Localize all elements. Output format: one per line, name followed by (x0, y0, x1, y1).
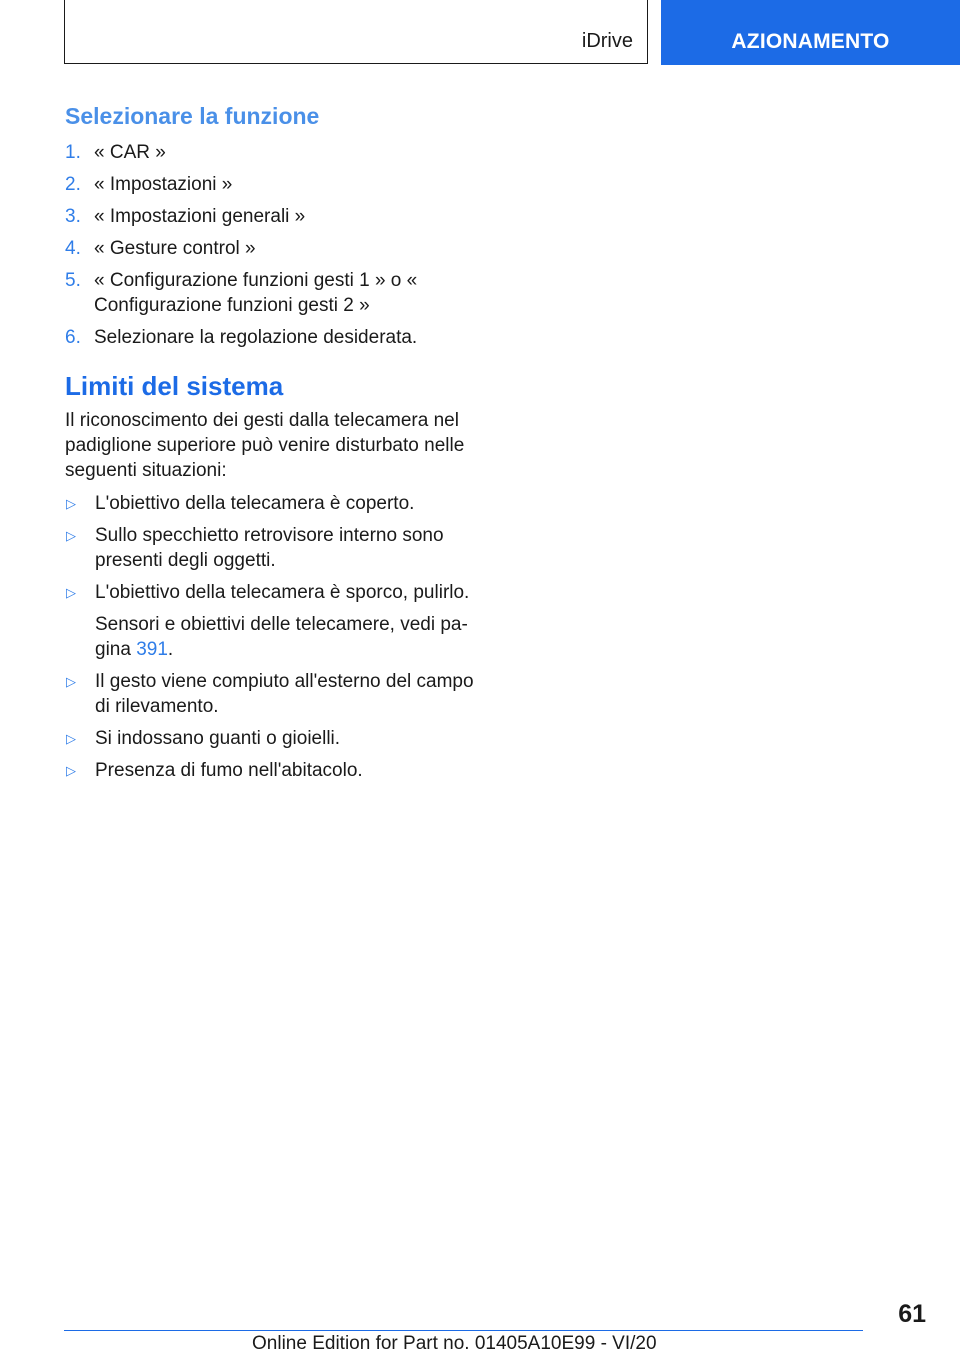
cross-reference-note (95, 612, 485, 662)
step-text: Selezionare la regolazione desiderata. (94, 327, 418, 348)
step-text: « Configurazione funzioni gesti 1 » o « Configurazione funzioni gesti 2 » (94, 270, 418, 316)
triangle-right-icon: ▷ (66, 674, 76, 689)
step-number: 4. (65, 238, 81, 259)
step-number: 6. (65, 327, 81, 348)
footer-divider (64, 1330, 863, 1331)
triangle-right-icon: ▷ (66, 763, 76, 778)
header-chapter-tab[interactable]: AZIONAMENTO (661, 0, 960, 65)
list-item (65, 669, 485, 719)
step-item (65, 325, 485, 350)
list-item (65, 758, 485, 783)
cross-reference-text: Sensori e obiettivi delle telecamere, vedi pagina (95, 614, 468, 660)
system-limits-heading: Limiti del sistema (65, 371, 284, 401)
page-number: 61 (898, 1300, 926, 1328)
list-item (65, 523, 485, 573)
list-item (65, 491, 485, 516)
limits-list (65, 491, 485, 783)
list-item-text: Presenza di fumo nell'abitacolo. (95, 760, 363, 781)
list-item-text: Il gesto viene compiuto all'esterno del campo di rilevamento. (95, 671, 474, 717)
list-item-body (95, 580, 485, 662)
list-item (65, 580, 485, 662)
list-item-text: L'obiettivo della telecamera è coperto. (95, 493, 415, 514)
step-text: « Gesture control » (94, 238, 256, 259)
list-item (65, 726, 485, 751)
page-reference-link[interactable]: 391 (136, 639, 168, 660)
triangle-right-icon: ▷ (66, 528, 76, 543)
triangle-right-icon: ▷ (66, 585, 76, 600)
triangle-right-icon: ▷ (66, 496, 76, 511)
step-text: « Impostazioni generali » (94, 206, 306, 227)
step-number: 1. (65, 142, 81, 163)
step-number: 5. (65, 270, 81, 291)
edition-text: Online Edition for Part no. 01405A10E99 - VI/20 (252, 1333, 657, 1354)
step-number: 3. (65, 206, 81, 227)
page-content (65, 100, 485, 790)
header-section-title: iDrive (581, 30, 633, 52)
step-item (65, 172, 485, 197)
steps-list (65, 140, 485, 350)
step-item (65, 236, 485, 261)
step-text: « Impostazioni » (94, 174, 233, 195)
list-item-text: Si indossano guanti o gioielli. (95, 728, 341, 749)
select-function-heading: Selezionare la funzione (65, 103, 320, 129)
triangle-right-icon: ▷ (66, 731, 76, 746)
cross-reference-suffix: . (167, 639, 174, 660)
step-item (65, 268, 485, 318)
step-item (65, 140, 485, 165)
step-item (65, 204, 485, 229)
list-item-text: Sullo specchietto retrovisore interno sono presenti degli oggetti. (95, 525, 444, 571)
header-frame (64, 0, 648, 64)
list-item-text: L'obiettivo della telecamera è sporco, pulirlo. (95, 582, 470, 603)
step-text: « CAR » (94, 142, 166, 163)
system-limits-intro: Il riconoscimento dei gesti dalla telecamera nel padiglione superiore può venire disturbato nelle seguenti situazioni: (65, 410, 465, 481)
step-number: 2. (65, 174, 81, 195)
